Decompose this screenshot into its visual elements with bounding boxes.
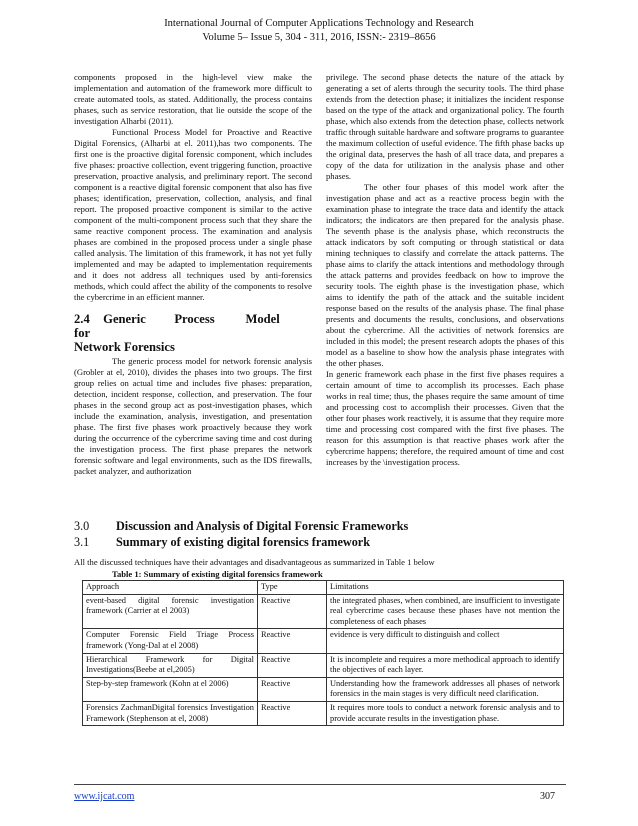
header-approach: Approach: [83, 581, 258, 595]
journal-header: [0, 17, 638, 45]
table-intro-text: All the discussed techniques have their advantages and disadvantageous as summarized in Table 1 below: [74, 557, 435, 567]
table-header-row: [83, 581, 564, 595]
footer-divider: [74, 784, 566, 785]
cell-limitations: Understanding how the framework addresses all phases of network forensics in the main stages is very difficult need clarification.: [327, 677, 564, 701]
cell-type: Reactive: [258, 629, 327, 653]
table-row: [83, 677, 564, 701]
section-heading: [74, 519, 408, 534]
header-limitations: Limitations: [327, 581, 564, 595]
heading-line2: Network Forensics: [74, 340, 175, 354]
cell-approach: Hierarchical Framework for Digital Investigations(Beebe at el,2005): [83, 653, 258, 677]
paragraph: components proposed in the high-level view make the implementation and automation of the framework more difficult to create automated tools, as stated. Additionally, the process contains phases, such as service restoration, that lie outside the scope of the investigation Alharbi (2011).: [74, 72, 312, 126]
cell-type: Reactive: [258, 653, 327, 677]
heading-word: Process: [174, 312, 215, 326]
journal-website-link[interactable]: www.ijcat.com: [74, 791, 135, 802]
subsection-heading: [74, 312, 312, 354]
paragraph: Functional Process Model for Proactive and Reactive Digital Forensics, (Alharbi at el. 2011),has two components. The first one is the proactive digital forensic component, which includes five phases: proactive collection, event triggering function, proactive preservation, proactive analysis, and preliminary report. The second component is a reactive digital forensic component that also has five phases; identification, preservation, collection, analysis, and final report. The proposed proactive component is similar to the active component of the multi-component process such that they share the same reactive component process. The examination and analysis phases are combined in the proposed process under a single phase called analysis. The limitation of this framework, it has not yet fully implemented and may be adapted to implementation requirements and it does not address all techniques used by anti-forensics methods, which could affect the ability of the components to resolve the cybercrime in an efficient manner.: [74, 127, 312, 302]
cell-limitations: It requires more tools to conduct a network forensic analysis and to provide accurate results in the investigation phase.: [327, 701, 564, 725]
cell-limitations: the integrated phases, when combined, are insufficient to investigate real cybercrime cases because these phases have not mention the completeness of each phases: [327, 594, 564, 629]
journal-volume: Volume 5– Issue 5, 304 - 311, 2016, ISSN:- 2319–8656: [202, 32, 436, 43]
section-number: 3.0: [74, 519, 90, 533]
cell-approach: Forensics ZachmanDigital forensics Investigation Framework (Stephenson at el, 2008): [83, 701, 258, 725]
page-number: 307: [540, 791, 555, 802]
left-column: [74, 72, 312, 477]
cell-type: Reactive: [258, 701, 327, 725]
cell-approach: event-based digital forensic investigation framework (Carrier at el 2003): [83, 594, 258, 629]
table-row: [83, 653, 564, 677]
table-caption: Table 1: Summary of existing digital forensics framework: [112, 569, 323, 579]
right-column: [326, 72, 564, 468]
paragraph: In generic framework each phase in the first five phases requires a certain amount of time to accomplish its processes. Each phase works in real time; thus, the phases require the same amount of time and processing cost to accomplish their processes. Given that the other four phases work reactively, it is assume that they require more time and processing cost compared with the first five phases. The reason for this assumption is that reactive phases work after the cybercrime happens; therefore, the required amount of time and cost increases by the \investigation process.: [326, 369, 564, 467]
paragraph: The other four phases of this model work after the investigation phase and act as a reactive process begin with the examination phase to integrate the trace data and identify the attack indicators; the indicators are then prepared for the analysis phase. The seventh phase is the analysis phase, which reconstructs the attack indicators by soft computing or through statistical or data mining techniques to classify and correlate the attack patterns. The phase aims to clarify the attack intentions and methodology through the attack patterns and provides feedback on how to improve the security tools. The eighth phase is the investigation phase, which aims to identify the path of the attack and the suitable incident response based on the results of the analysis phase. The final phase presents and documents the results, conclusions, and observations about the cybercrime. All the activities of network forensics are included in this model; the present research adopts the phases of this model as a baseline to show how the analysis phase integrates with the other phases.: [326, 182, 564, 368]
header-type: Type: [258, 581, 327, 595]
cell-approach: Step-by-step framework (Kohn at el 2006): [83, 677, 258, 701]
cell-approach: Computer Forensic Field Triage Process framework (Yong-Dal at el 2008): [83, 629, 258, 653]
subsection-number: 2.4: [74, 312, 90, 326]
paragraph: The generic process model for network forensic analysis (Grobler at el, 2010), divides the phases into two groups. The first group relies on actual time and includes five phases: preparation, detection, incident response, collection, and preservation. The four phases in the second group act as post-investigation phases, which include the examination, analysis, investigation, and presentation phase. The first five phases work proactively because they work during the occurrence of the cybercrime saving time and cost during the investigation process. The first phase prepares the network forensic software and legal environments, such as the IDS firewalls, packet analyzer, and authorization: [74, 356, 312, 476]
section-title: Discussion and Analysis of Digital Forensic Frameworks: [116, 519, 409, 533]
cell-limitations: It is incomplete and requires a more methodical approach to identify the objectives of each layer.: [327, 653, 564, 677]
table-row: [83, 594, 564, 629]
cell-type: Reactive: [258, 594, 327, 629]
cell-limitations: evidence is very difficult to distinguish and collect: [327, 629, 564, 653]
journal-title: International Journal of Computer Applications Technology and Research: [164, 18, 474, 29]
heading-word: Model: [245, 312, 280, 326]
table-row: [83, 629, 564, 653]
heading-word: for: [74, 326, 91, 340]
paragraph: privilege. The second phase detects the nature of the attack by generating a set of alerts through the security tools. The third phase extends from the detection phase; it initializes the incident response based on the type of the attack and organizational policy. The fourth phase, which also extends from the detection phase, collects network traffic through suitable hardware and software programs to guarantee the maximum collection of useful evidence. The fifth phase backs up the original data, preserves the hash of all trace data, and prepares a copy of the data for utilization in the analysis phase and other phases.: [326, 72, 564, 181]
section-heading: [74, 535, 370, 550]
heading-word: Generic: [103, 312, 146, 326]
cell-type: Reactive: [258, 677, 327, 701]
section-number: 3.1: [74, 535, 90, 549]
section-title: Summary of existing digital forensics framework: [116, 535, 370, 549]
table-row: [83, 701, 564, 725]
summary-table: [82, 580, 564, 726]
